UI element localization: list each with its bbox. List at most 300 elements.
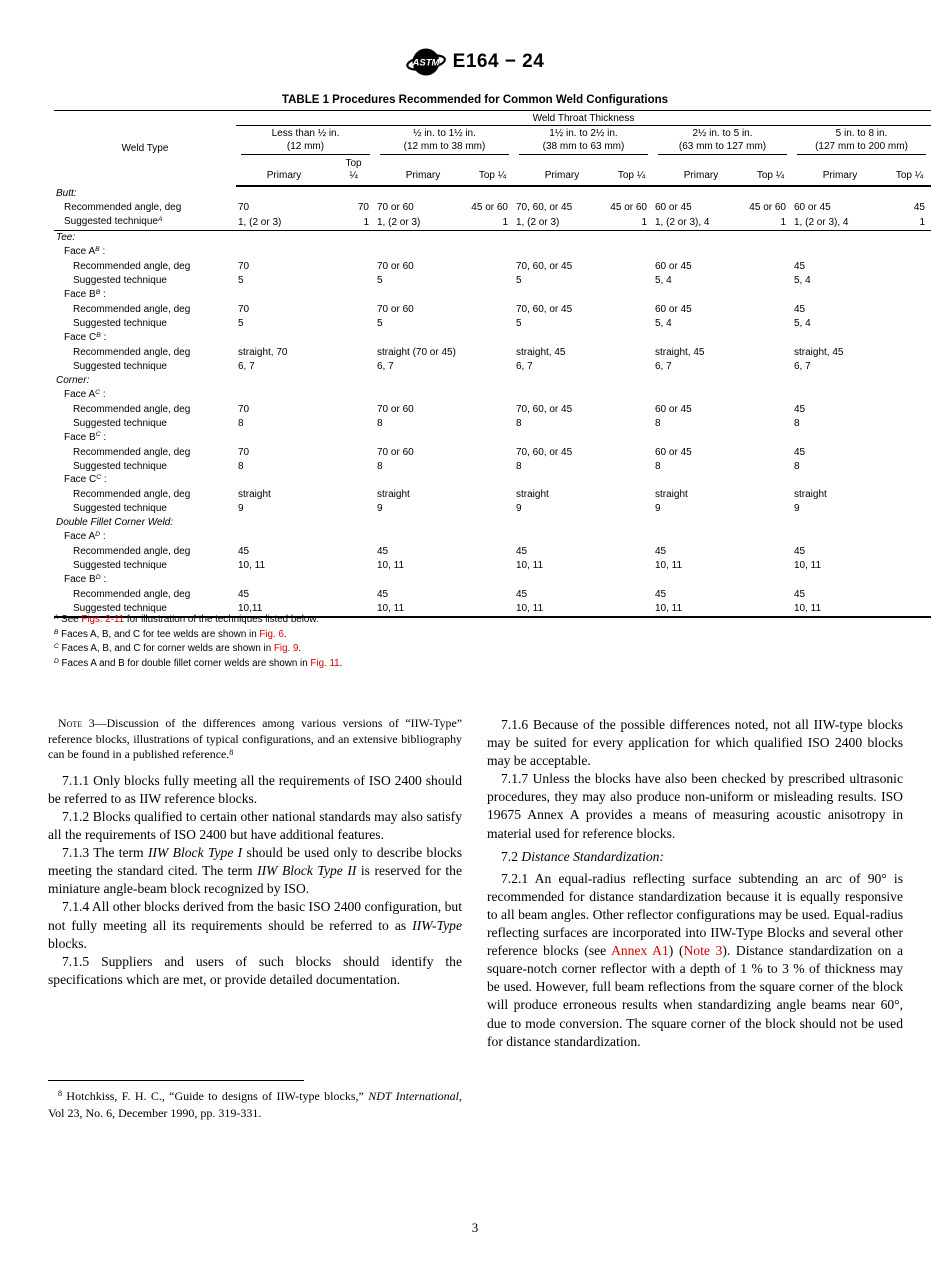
text-segment: Hotchkiss, F. H. C., “Guide to designs of IIW-type blocks,” bbox=[62, 1089, 369, 1103]
data-row bbox=[54, 360, 931, 374]
weld-type-column-header: Weld Type bbox=[121, 143, 169, 154]
section-label: Butt: bbox=[56, 188, 77, 200]
top-quarter-value bbox=[749, 346, 792, 360]
row-label: Suggested technique bbox=[73, 360, 167, 372]
primary-value: 5 bbox=[238, 317, 244, 329]
top-quarter-value bbox=[888, 459, 931, 473]
data-row bbox=[54, 559, 931, 573]
primary-value: 5, 4 bbox=[794, 317, 811, 329]
top-quarter-value bbox=[471, 588, 514, 602]
primary-value: 45 bbox=[794, 589, 806, 601]
text-segment: . bbox=[298, 643, 302, 655]
table-footnote bbox=[54, 613, 931, 628]
row-label: Recommended angle, deg bbox=[73, 546, 191, 558]
data-row bbox=[54, 459, 931, 473]
primary-value: 70 or 60 bbox=[377, 303, 414, 315]
face-row bbox=[54, 288, 931, 303]
text-segment: C bbox=[54, 643, 59, 651]
para-7-1-1 bbox=[48, 772, 462, 808]
thickness-group-header bbox=[236, 126, 375, 155]
primary-value: 45 bbox=[655, 589, 667, 601]
table-title: TABLE 1 Procedures Recommended for Common Weld Configurations bbox=[281, 94, 669, 106]
top-quarter-value: 1 bbox=[888, 215, 931, 230]
text-segment: Faces A, B, and C for corner welds are shown in bbox=[58, 643, 274, 655]
primary-value: 6, 7 bbox=[794, 360, 811, 372]
top-quarter-value bbox=[471, 559, 514, 573]
text-segment: ). Distance standardization on a square-notch corner reflector with a depth of 1 % to 3 % of thickness may be used. However, full beam reflections from the square corner of the block will produce erroneous results when standardizing angle beams near 60°, due to mode conversion. The square corner of the block should not be used for distance standardization. bbox=[487, 943, 904, 1049]
thickness-group-header bbox=[375, 126, 514, 155]
reference-link[interactable]: Fig. 9 bbox=[273, 643, 299, 655]
thickness-group-header bbox=[514, 126, 653, 155]
primary-value: straight, 45 bbox=[794, 346, 844, 358]
top-quarter-value bbox=[749, 274, 792, 288]
top-quarter-value bbox=[332, 303, 375, 317]
primary-value: straight, 70 bbox=[238, 346, 288, 358]
row-label: Suggested technique bbox=[73, 274, 167, 286]
primary-value: straight bbox=[516, 489, 549, 501]
primary-value: 10, 11 bbox=[794, 603, 822, 615]
footnote-letter: C bbox=[95, 431, 101, 439]
top-quarter-value bbox=[610, 274, 653, 288]
data-row bbox=[54, 588, 931, 602]
row-label: Recommended angle, deg bbox=[73, 403, 191, 415]
face-row bbox=[54, 530, 931, 545]
footnote-letter: C bbox=[95, 388, 101, 396]
para-7-1-7 bbox=[487, 770, 903, 842]
primary-value: 10, 11 bbox=[377, 560, 405, 572]
primary-value: straight bbox=[794, 489, 827, 501]
group-range: 1½ in. to 2½ in. bbox=[549, 128, 618, 139]
weld-configurations-table bbox=[54, 110, 931, 618]
text-segment: blocks. bbox=[48, 935, 87, 951]
primary-value: 70 bbox=[238, 303, 250, 315]
primary-value: 70 or 60 bbox=[377, 446, 414, 458]
top-quarter-value bbox=[749, 488, 792, 502]
footnote-letter: B bbox=[95, 288, 101, 296]
top-quarter-value bbox=[888, 303, 931, 317]
face-row bbox=[54, 431, 931, 446]
top-quarter-value bbox=[471, 488, 514, 502]
primary-value: 10,11 bbox=[238, 603, 263, 615]
group-range: ½ in. to 1½ in. bbox=[413, 128, 476, 139]
top-quarter-value bbox=[610, 417, 653, 431]
primary-value: 10, 11 bbox=[238, 560, 266, 572]
reference-link[interactable]: Annex A1 bbox=[611, 943, 669, 959]
top-quarter-value bbox=[332, 360, 375, 374]
primary-value: 8 bbox=[238, 417, 244, 429]
top-quarter-value bbox=[332, 459, 375, 473]
row-label: Suggested technique$^A$ bbox=[54, 215, 236, 230]
primary-value: 70 bbox=[238, 260, 250, 272]
top-quarter-header: Top ¼ bbox=[332, 155, 375, 186]
primary-value: 1, (2 or 3) bbox=[375, 215, 471, 230]
primary-value: 1, (2 or 3), 4 bbox=[653, 215, 749, 230]
primary-value: 8 bbox=[377, 417, 383, 429]
primary-value: 45 bbox=[794, 403, 806, 415]
footnote-letter: D bbox=[95, 531, 101, 539]
primary-value: 70 bbox=[238, 403, 250, 415]
primary-value: 45 bbox=[655, 546, 667, 558]
primary-value: 45 bbox=[516, 546, 528, 558]
group-range: 2½ in. to 5 in. bbox=[692, 128, 753, 139]
data-row bbox=[54, 260, 931, 274]
text-segment: Faces A, B, and C for tee welds are shown in bbox=[58, 628, 260, 640]
face-row bbox=[54, 245, 931, 260]
primary-value: 8 bbox=[794, 460, 800, 472]
top-quarter-value: 70 bbox=[357, 202, 369, 214]
primary-value: 5, 4 bbox=[655, 317, 672, 329]
text-segment: 8 bbox=[58, 1089, 63, 1099]
para-7-1-3 bbox=[48, 844, 462, 898]
top-quarter-value bbox=[749, 303, 792, 317]
top-quarter-value bbox=[888, 274, 931, 288]
table-footnote bbox=[54, 642, 931, 657]
top-quarter-value bbox=[471, 445, 514, 459]
top-quarter-value: 45 bbox=[913, 202, 925, 214]
top-quarter-value bbox=[610, 488, 653, 502]
text-segment: A bbox=[54, 614, 59, 622]
text-segment: 8 bbox=[229, 747, 234, 757]
primary-value: 70 or 60 bbox=[377, 260, 414, 272]
group-range-mm: (12 mm) bbox=[286, 140, 325, 152]
primary-value: 70, 60, or 45 bbox=[516, 303, 573, 315]
document-header bbox=[0, 46, 950, 78]
primary-value: 1, (2 or 3), 4 bbox=[792, 215, 888, 230]
primary-value: 10, 11 bbox=[794, 560, 822, 572]
face-label: Face $A^D$ : bbox=[64, 531, 106, 543]
top-quarter-value bbox=[888, 417, 931, 431]
top-quarter-value bbox=[471, 403, 514, 417]
top-quarter-value bbox=[749, 502, 792, 516]
top-quarter-value bbox=[471, 360, 514, 374]
top-quarter-value bbox=[888, 317, 931, 331]
primary-value: 9 bbox=[377, 503, 383, 515]
primary-value: 60 or 45 bbox=[655, 403, 692, 415]
primary-value: 60 or 45 bbox=[655, 446, 692, 458]
span-header-row bbox=[54, 111, 931, 127]
top-quarter-value bbox=[888, 502, 931, 516]
primary-value: 6, 7 bbox=[516, 360, 533, 372]
text-segment: . bbox=[283, 628, 287, 640]
section-label: Tee: bbox=[56, 232, 76, 243]
group-range: 5 in. to 8 in. bbox=[835, 128, 888, 139]
top-quarter-value bbox=[749, 459, 792, 473]
top-quarter-value bbox=[471, 303, 514, 317]
text-segment: D bbox=[54, 657, 59, 665]
top-quarter-value bbox=[332, 488, 375, 502]
primary-value: 60 or 45 bbox=[794, 202, 831, 214]
top-quarter-value bbox=[749, 559, 792, 573]
astm-logo-icon bbox=[406, 46, 446, 78]
data-row bbox=[54, 215, 931, 230]
text-segment: ) ( bbox=[668, 943, 684, 959]
top-quarter-value: 45 or 60 bbox=[471, 202, 508, 214]
reference-link[interactable]: Note 3 bbox=[683, 943, 723, 959]
top-quarter-value bbox=[749, 317, 792, 331]
top-quarter-value bbox=[332, 260, 375, 274]
text-segment: 7.2 bbox=[501, 848, 522, 864]
face-row bbox=[54, 331, 931, 346]
top-quarter-value bbox=[332, 346, 375, 360]
primary-value: 5 bbox=[516, 274, 522, 286]
footnote-text bbox=[48, 1089, 462, 1122]
primary-value: 70, 60, or 45 bbox=[516, 260, 573, 272]
svg-text:ASTM: ASTM bbox=[412, 57, 440, 69]
primary-value: 6, 7 bbox=[377, 360, 394, 372]
face-label: Face $B^B$ : bbox=[64, 288, 106, 300]
primary-value: 9 bbox=[655, 503, 661, 515]
data-row bbox=[54, 303, 931, 317]
primary-value: 60 or 45 bbox=[655, 303, 692, 315]
text-segment: , Vol 23, No. 6, December 1990, pp. 319-331. bbox=[48, 1089, 462, 1120]
row-label: Suggested technique bbox=[73, 503, 167, 515]
primary-value: 70 bbox=[238, 202, 250, 214]
primary-value: 10, 11 bbox=[516, 603, 544, 615]
top-quarter-value bbox=[471, 417, 514, 431]
data-row bbox=[54, 201, 931, 215]
primary-value: 45 bbox=[238, 589, 250, 601]
top-quarter-value bbox=[471, 274, 514, 288]
primary-value: 1, (2 or 3) bbox=[236, 215, 332, 230]
para-7-1-6 bbox=[487, 716, 903, 770]
primary-value: 9 bbox=[238, 503, 244, 515]
primary-value: 70 or 60 bbox=[377, 202, 414, 214]
text-segment: B bbox=[54, 628, 59, 636]
primary-value: 45 bbox=[794, 303, 806, 315]
thickness-group-header bbox=[792, 126, 931, 155]
top-quarter-value bbox=[749, 588, 792, 602]
para-7-1-2 bbox=[48, 808, 462, 844]
primary-value: 70, 60, or 45 bbox=[516, 403, 573, 415]
primary-value: 8 bbox=[516, 460, 522, 472]
row-label: Recommended angle, deg bbox=[73, 489, 191, 501]
para-7-2-1 bbox=[487, 870, 903, 1051]
primary-value: 6, 7 bbox=[238, 360, 255, 372]
face-row bbox=[54, 388, 931, 403]
primary-value: 9 bbox=[516, 503, 522, 515]
top-quarter-value bbox=[332, 317, 375, 331]
data-row bbox=[54, 274, 931, 288]
primary-value: 5 bbox=[516, 317, 522, 329]
section-row bbox=[54, 186, 931, 201]
primary-value: 8 bbox=[377, 460, 383, 472]
data-row bbox=[54, 545, 931, 559]
heading-7-2 bbox=[487, 848, 903, 866]
primary-value: 10, 11 bbox=[516, 560, 544, 572]
top-quarter-value bbox=[749, 260, 792, 274]
row-label: Recommended angle, deg bbox=[64, 202, 182, 214]
primary-value: 70 bbox=[238, 446, 250, 458]
primary-value: 70, 60, or 45 bbox=[516, 446, 573, 458]
primary-value: 8 bbox=[655, 460, 661, 472]
primary-value: 5 bbox=[377, 317, 383, 329]
top-quarter-value: 1 bbox=[471, 215, 514, 230]
document-footnote bbox=[48, 1080, 462, 1122]
data-row bbox=[54, 488, 931, 502]
primary-value: 5 bbox=[377, 274, 383, 286]
footnote-letter: B bbox=[96, 331, 101, 339]
group-range-mm: (12 mm to 38 mm) bbox=[403, 140, 486, 152]
text-segment: 7.2.1 An equal-radius reflecting surface subtending an arc of 90° is recommended for distance standardization because it is equally responsive to all beam angles. Other reflector configurations may be used. Equal-radius reflecting surfaces are incorporated into IIW-Type Blocks and several other reference blocks (see bbox=[487, 870, 903, 959]
footnote-letter: C bbox=[96, 474, 102, 482]
text-segment: Faces A and B for double fillet corner welds are shown in bbox=[58, 657, 311, 669]
primary-value: 10, 11 bbox=[655, 560, 683, 572]
primary-value: 10, 11 bbox=[655, 603, 683, 615]
face-label: Face $B^D$ : bbox=[64, 574, 107, 586]
face-label: Face $B^C$ : bbox=[64, 431, 107, 443]
top-quarter-value bbox=[471, 260, 514, 274]
primary-value: 45 bbox=[238, 546, 250, 558]
text-segment: is reserved for the miniature angle-beam block recognized by ISO. bbox=[48, 863, 462, 897]
reference-link[interactable]: Figs. 2-11 bbox=[81, 614, 125, 625]
right-column bbox=[487, 716, 903, 1051]
top-quarter-value bbox=[332, 417, 375, 431]
row-label: Suggested technique bbox=[73, 417, 167, 429]
face-label: Face $A^B$ : bbox=[64, 245, 106, 257]
top-quarter-value bbox=[332, 502, 375, 516]
top-quarter-value bbox=[749, 545, 792, 559]
text-segment: 7.1.1 Only blocks fully meeting all the requirements of ISO 2400 should be referred to as IIW reference blocks. bbox=[48, 772, 462, 806]
primary-value: straight, 45 bbox=[655, 346, 705, 358]
data-row bbox=[54, 346, 931, 360]
top-quarter-value bbox=[332, 588, 375, 602]
row-label: Suggested technique bbox=[73, 317, 167, 329]
primary-value: 10, 11 bbox=[377, 603, 405, 615]
primary-value: 70, 60, or 45 bbox=[516, 202, 573, 214]
primary-value: 45 bbox=[516, 589, 528, 601]
top-quarter-header: Top ¼ bbox=[471, 155, 514, 186]
group-range-mm: (127 mm to 200 mm) bbox=[815, 140, 908, 152]
text-segment: should be used only to describe blocks meeting the standard cited. The term bbox=[48, 845, 463, 879]
top-quarter-value bbox=[610, 303, 653, 317]
top-quarter-value bbox=[471, 317, 514, 331]
top-quarter-value bbox=[888, 588, 931, 602]
top-quarter-value: 1 bbox=[749, 215, 792, 230]
left-column bbox=[48, 716, 462, 989]
text-segment: 3—Discussion of the differences among various versions of “IIW-Type” reference blocks, illustrations of typical configurations, and an extensive bibliography can be found in a published reference. bbox=[48, 716, 462, 762]
reference-link[interactable]: Fig. 6 bbox=[259, 628, 284, 640]
row-label: Recommended angle, deg bbox=[73, 346, 191, 358]
top-quarter-value: 45 or 60 bbox=[610, 202, 647, 214]
top-quarter-value: 45 or 60 bbox=[749, 202, 786, 214]
primary-value: 1, (2 or 3) bbox=[514, 215, 610, 230]
text-segment: for illustration of the techniques listed below. bbox=[124, 614, 319, 625]
top-quarter-header: Top ¼ bbox=[610, 155, 653, 186]
primary-value: 9 bbox=[794, 503, 800, 515]
face-label: Face $C^B$ : bbox=[64, 331, 107, 343]
primary-value: 5, 4 bbox=[794, 274, 811, 286]
top-quarter-value bbox=[610, 260, 653, 274]
row-label: Suggested technique bbox=[73, 603, 167, 615]
footnote-letter: B bbox=[95, 245, 100, 253]
text-segment: 7.1.4 All other blocks derived from the basic ISO 2400 configuration, but not fully meeting all its requirements should be referred to as bbox=[48, 899, 462, 933]
top-quarter-value bbox=[749, 445, 792, 459]
top-quarter-header: Top ¼ bbox=[888, 155, 931, 186]
top-quarter-value bbox=[471, 502, 514, 516]
thickness-group-header bbox=[653, 126, 792, 155]
face-label: Face $C^C$ : bbox=[64, 474, 107, 486]
top-quarter-value bbox=[610, 502, 653, 516]
top-quarter-value bbox=[888, 360, 931, 374]
page-number: 3 bbox=[471, 1220, 479, 1235]
primary-value: 60 or 45 bbox=[655, 202, 692, 214]
text-segment: IIW Block Type I bbox=[147, 845, 243, 861]
weld-table-body bbox=[54, 186, 931, 617]
primary-value: 45 bbox=[794, 446, 806, 458]
top-quarter-value bbox=[610, 317, 653, 331]
primary-value: straight (70 or 45) bbox=[377, 346, 456, 358]
top-quarter-value bbox=[332, 274, 375, 288]
text-segment: 7.1.7 Unless the blocks have also been checked by prescribed ultrasonic procedures, they may also produce non-uniform or misleading results. ISO 19675 Annex A provides a means of measuring acoustic anisotropy in material used for reference blocks. bbox=[487, 771, 903, 841]
section-label: Double Fillet Corner Weld: bbox=[56, 517, 174, 529]
section-row bbox=[54, 230, 931, 245]
primary-value: 45 bbox=[377, 589, 389, 601]
primary-header: Primary bbox=[792, 155, 888, 186]
top-quarter-value bbox=[888, 488, 931, 502]
primary-value: straight bbox=[238, 489, 271, 501]
table-footnote bbox=[54, 657, 931, 672]
section-label: Corner: bbox=[56, 374, 90, 386]
top-quarter-value bbox=[471, 459, 514, 473]
top-quarter-value bbox=[610, 360, 653, 374]
top-quarter-value bbox=[332, 445, 375, 459]
primary-value: 45 bbox=[794, 546, 806, 558]
top-quarter-value bbox=[610, 559, 653, 573]
top-quarter-value bbox=[610, 459, 653, 473]
footnote-letter: D bbox=[95, 574, 101, 582]
text-segment: NDT International bbox=[368, 1089, 459, 1103]
text-segment: 7.1.5 Suppliers and users of such blocks should identify the specifications which are met, or provide detailed documentation. bbox=[48, 953, 462, 987]
data-row bbox=[54, 317, 931, 331]
top-quarter-value bbox=[332, 403, 375, 417]
section-row bbox=[54, 374, 931, 388]
text-segment: 7.1.3 The term bbox=[62, 845, 148, 861]
text-segment: 7.1.2 Blocks qualified to certain other national standards may also satisfy all the requirements of ISO 2400 but have additional features. bbox=[48, 808, 462, 843]
top-quarter-value: 1 bbox=[610, 215, 653, 230]
primary-value: 60 or 45 bbox=[655, 260, 692, 272]
primary-value: 8 bbox=[238, 460, 244, 472]
top-quarter-value bbox=[610, 545, 653, 559]
top-quarter-value bbox=[749, 360, 792, 374]
data-row bbox=[54, 417, 931, 431]
row-label: Recommended angle, deg bbox=[73, 589, 191, 601]
primary-value: straight, 45 bbox=[516, 346, 566, 358]
top-quarter-value bbox=[888, 403, 931, 417]
reference-link[interactable]: Fig. 11 bbox=[310, 657, 340, 669]
primary-value: 5 bbox=[238, 274, 244, 286]
primary-value: 70 or 60 bbox=[377, 403, 414, 415]
top-quarter-value bbox=[888, 445, 931, 459]
section-row bbox=[54, 516, 931, 530]
data-row bbox=[54, 403, 931, 417]
group-range-mm: (38 mm to 63 mm) bbox=[542, 140, 625, 152]
top-quarter-value bbox=[888, 346, 931, 360]
para-7-1-5 bbox=[48, 953, 462, 989]
primary-value: straight bbox=[377, 489, 410, 501]
data-row bbox=[54, 445, 931, 459]
top-quarter-value bbox=[749, 403, 792, 417]
face-row bbox=[54, 473, 931, 488]
group-range-mm: (63 mm to 127 mm) bbox=[678, 140, 767, 152]
row-label: Recommended angle, deg bbox=[73, 303, 191, 315]
top-quarter-header: Top ¼ bbox=[749, 155, 792, 186]
note-3 bbox=[48, 716, 462, 764]
weld-throat-thickness-header bbox=[236, 111, 931, 127]
top-quarter-value bbox=[332, 559, 375, 573]
primary-header: Primary bbox=[236, 155, 332, 186]
top-quarter-value bbox=[471, 346, 514, 360]
text-segment: IIW Block Type II bbox=[257, 863, 357, 879]
